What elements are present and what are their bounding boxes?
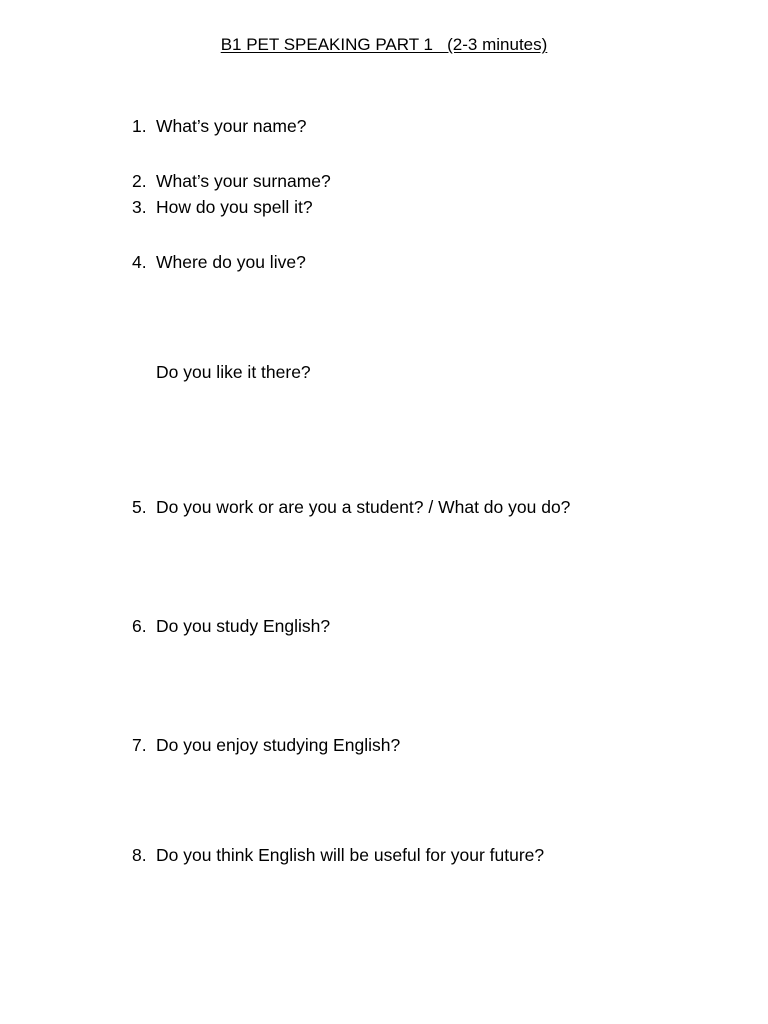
- question-item: [132, 195, 313, 219]
- question-item: [132, 250, 306, 274]
- question-number: 5.: [132, 497, 147, 517]
- question-text: Do you study English?: [156, 616, 331, 636]
- question-item: [132, 114, 306, 138]
- question-number: 6.: [132, 616, 147, 636]
- question-item: [132, 614, 330, 638]
- question-text: How do you spell it?: [156, 197, 313, 217]
- question-number: 7.: [132, 735, 147, 755]
- question-text: Where do you live?: [156, 252, 306, 272]
- follow-up-question: Do you like it there?: [156, 362, 311, 382]
- question-text: What’s your name?: [156, 116, 307, 136]
- question-item: [132, 733, 400, 757]
- question-number: 3.: [132, 197, 147, 217]
- question-text: Do you enjoy studying English?: [156, 735, 401, 755]
- question-text: What’s your surname?: [156, 171, 331, 191]
- question-text: Do you work or are you a student? / What do you do?: [156, 497, 571, 517]
- question-item: [132, 843, 544, 867]
- question-number: 4.: [132, 252, 147, 272]
- question-number: 2.: [132, 171, 147, 191]
- question-number: 8.: [132, 845, 147, 865]
- page-title: B1 PET SPEAKING PART 1 (2-3 minutes): [220, 35, 548, 54]
- question-item: [132, 169, 331, 193]
- question-text: Do you think English will be useful for your future?: [156, 845, 545, 865]
- question-item: [132, 495, 570, 519]
- question-number: 1.: [132, 116, 147, 136]
